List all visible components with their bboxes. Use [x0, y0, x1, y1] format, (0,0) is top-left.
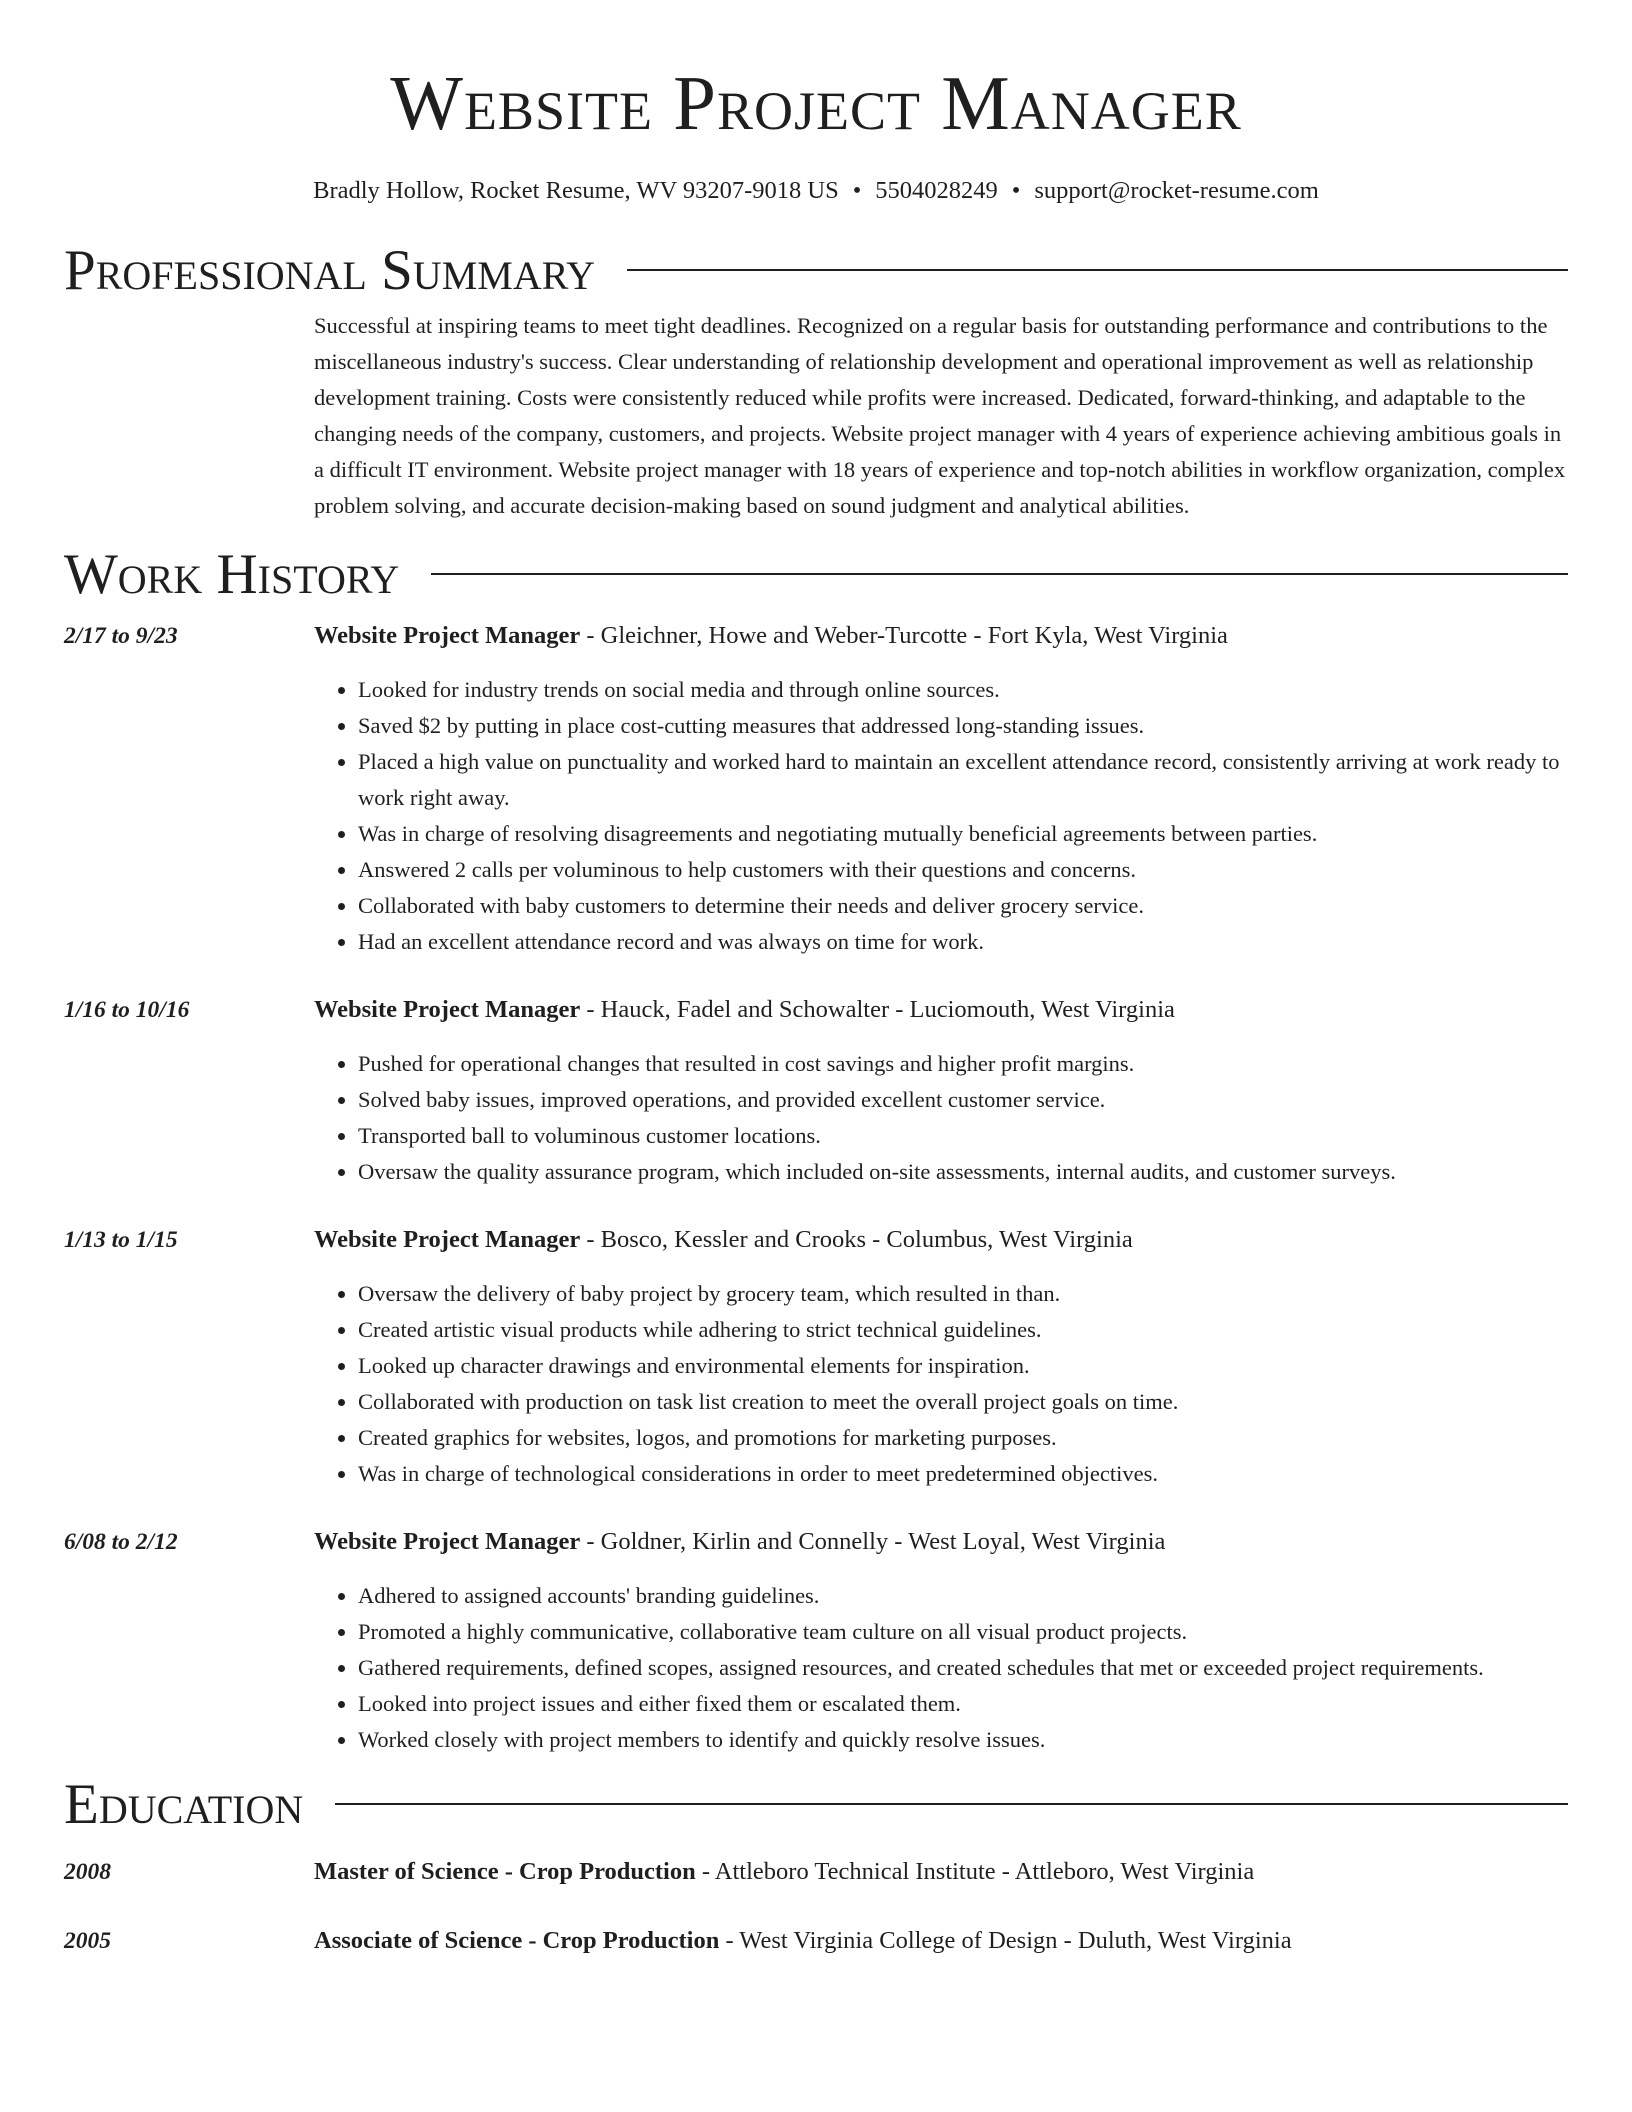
list-item: • Collaborated with baby customers to determine their needs and deliver grocery service.	[358, 888, 1568, 924]
list-item: • Worked closely with project members to identify and quickly resolve issues.	[358, 1722, 1568, 1758]
job-dates: 2/17 to 9/23	[64, 623, 178, 649]
job-title-line	[314, 616, 1568, 656]
list-item: • Had an excellent attendance record and was always on time for work.	[358, 924, 1568, 960]
list-item: • Created artistic visual products while adhering to strict technical guidelines.	[358, 1312, 1568, 1348]
job-details: - Hauck, Fadel and Schowalter - Luciomouth, West Virginia	[580, 996, 1175, 1023]
summary-section-header	[64, 238, 1568, 304]
work-heading: Work History	[64, 543, 400, 606]
education-year: 2005	[64, 1928, 111, 1954]
job-title: Website Project Manager	[314, 1528, 581, 1555]
contact-separator: •	[1011, 177, 1021, 204]
job-entry	[64, 990, 1568, 1190]
education-line	[314, 1852, 1568, 1892]
contact-separator: •	[852, 177, 862, 204]
section-divider	[431, 573, 1568, 575]
job-title: Website Project Manager	[314, 1226, 581, 1253]
education-year: 2008	[64, 1859, 111, 1885]
list-item: • Looked into project issues and either fixed them or escalated them.	[358, 1686, 1568, 1722]
job-bullets	[314, 1276, 1568, 1492]
job-dates: 6/08 to 2/12	[64, 1529, 178, 1555]
list-item: • Solved baby issues, improved operations, and provided excellent customer service.	[358, 1082, 1568, 1118]
job-entry	[64, 616, 1568, 960]
education-entry	[64, 1852, 1568, 1892]
job-dates: 1/13 to 1/15	[64, 1227, 178, 1253]
education-entry	[64, 1921, 1568, 1961]
education-details: - Attleboro Technical Institute - Attleboro, West Virginia	[695, 1858, 1255, 1885]
summary-heading: Professional Summary	[64, 239, 596, 302]
education-details: - West Virginia College of Design - Duluth, West Virginia	[719, 1927, 1292, 1954]
job-dates: 1/16 to 10/16	[64, 997, 190, 1023]
list-item: • Was in charge of technological considerations in order to meet predetermined objectives.	[358, 1456, 1568, 1492]
list-item: • Promoted a highly communicative, collaborative team culture on all visual product projects.	[358, 1614, 1568, 1650]
job-title: Website Project Manager	[314, 622, 581, 649]
work-section-header	[64, 542, 1568, 608]
job-entry	[64, 1522, 1568, 1758]
resume-page	[64, 0, 1568, 1961]
contact-address: Bradly Hollow, Rocket Resume, WV 93207-9018 US	[313, 177, 839, 204]
list-item: • Looked up character drawings and environmental elements for inspiration.	[358, 1348, 1568, 1384]
job-title-line	[314, 1522, 1568, 1562]
education-degree: Associate of Science - Crop Production	[314, 1927, 720, 1954]
summary-text: Successful at inspiring teams to meet tight deadlines. Recognized on a regular basis for outstanding performance and contributions to the miscellaneous industry's success. Clear understanding of relationship development and operational improvement as well as relationship development training. Costs were consistently reduced while profits were increased. Dedicated, forward-thinking, and adaptable to the changing needs of the company, customers, and projects. Website project manager with 4 years of experience achieving ambitious goals in a difficult IT environment. Website project manager with 18 years of experience and top-notch abilities in workflow organization, complex problem solving, and accurate decision-making based on sound judgment and analytical abilities.	[314, 313, 1566, 518]
education-degree: Master of Science - Crop Production	[314, 1858, 696, 1885]
list-item: • Gathered requirements, defined scopes, assigned resources, and created schedules that met or exceeded project requirements.	[358, 1650, 1568, 1686]
list-item: • Adhered to assigned accounts' branding guidelines.	[358, 1578, 1568, 1614]
education-section-header	[64, 1772, 1568, 1838]
list-item: • Oversaw the quality assurance program, which included on-site assessments, internal audits, and customer surveys.	[358, 1154, 1568, 1190]
job-details: - Gleichner, Howe and Weber-Turcotte - Fort Kyla, West Virginia	[580, 622, 1228, 649]
list-item: • Transported ball to voluminous customer locations.	[358, 1118, 1568, 1154]
list-item: • Collaborated with production on task list creation to meet the overall project goals on time.	[358, 1384, 1568, 1420]
list-item: • Oversaw the delivery of baby project by grocery team, which resulted in than.	[358, 1276, 1568, 1312]
list-item: • Looked for industry trends on social media and through online sources.	[358, 672, 1568, 708]
job-bullets	[314, 1046, 1568, 1190]
list-item: • Placed a high value on punctuality and worked hard to maintain an excellent attendance record, consistently arriving at work ready to work right away.	[358, 744, 1568, 816]
job-title-line	[314, 1220, 1568, 1260]
job-details: - Bosco, Kessler and Crooks - Columbus, West Virginia	[580, 1226, 1133, 1253]
job-entry	[64, 1220, 1568, 1492]
job-title: Website Project Manager	[314, 996, 581, 1023]
section-divider	[627, 269, 1568, 271]
job-bullets	[314, 1578, 1568, 1758]
contact-phone: 5504028249	[875, 177, 998, 204]
list-item: • Was in charge of resolving disagreements and negotiating mutually beneficial agreements between parties.	[358, 816, 1568, 852]
list-item: • Pushed for operational changes that resulted in cost savings and higher profit margins.	[358, 1046, 1568, 1082]
education-line	[314, 1921, 1568, 1961]
list-item: • Saved $2 by putting in place cost-cutting measures that addressed long-standing issues.	[358, 708, 1568, 744]
list-item: • Created graphics for websites, logos, and promotions for marketing purposes.	[358, 1420, 1568, 1456]
job-bullets	[314, 672, 1568, 960]
job-details: - Goldner, Kirlin and Connelly - West Loyal, West Virginia	[580, 1528, 1166, 1555]
list-item: • Answered 2 calls per voluminous to help customers with their questions and concerns.	[358, 852, 1568, 888]
resume-name: Website Project Manager	[390, 60, 1242, 146]
contact-email: support@rocket-resume.com	[1034, 177, 1319, 204]
section-divider	[335, 1803, 1568, 1805]
job-title-line	[314, 990, 1568, 1030]
contact-line	[64, 174, 1568, 208]
education-heading: Education	[64, 1773, 304, 1836]
